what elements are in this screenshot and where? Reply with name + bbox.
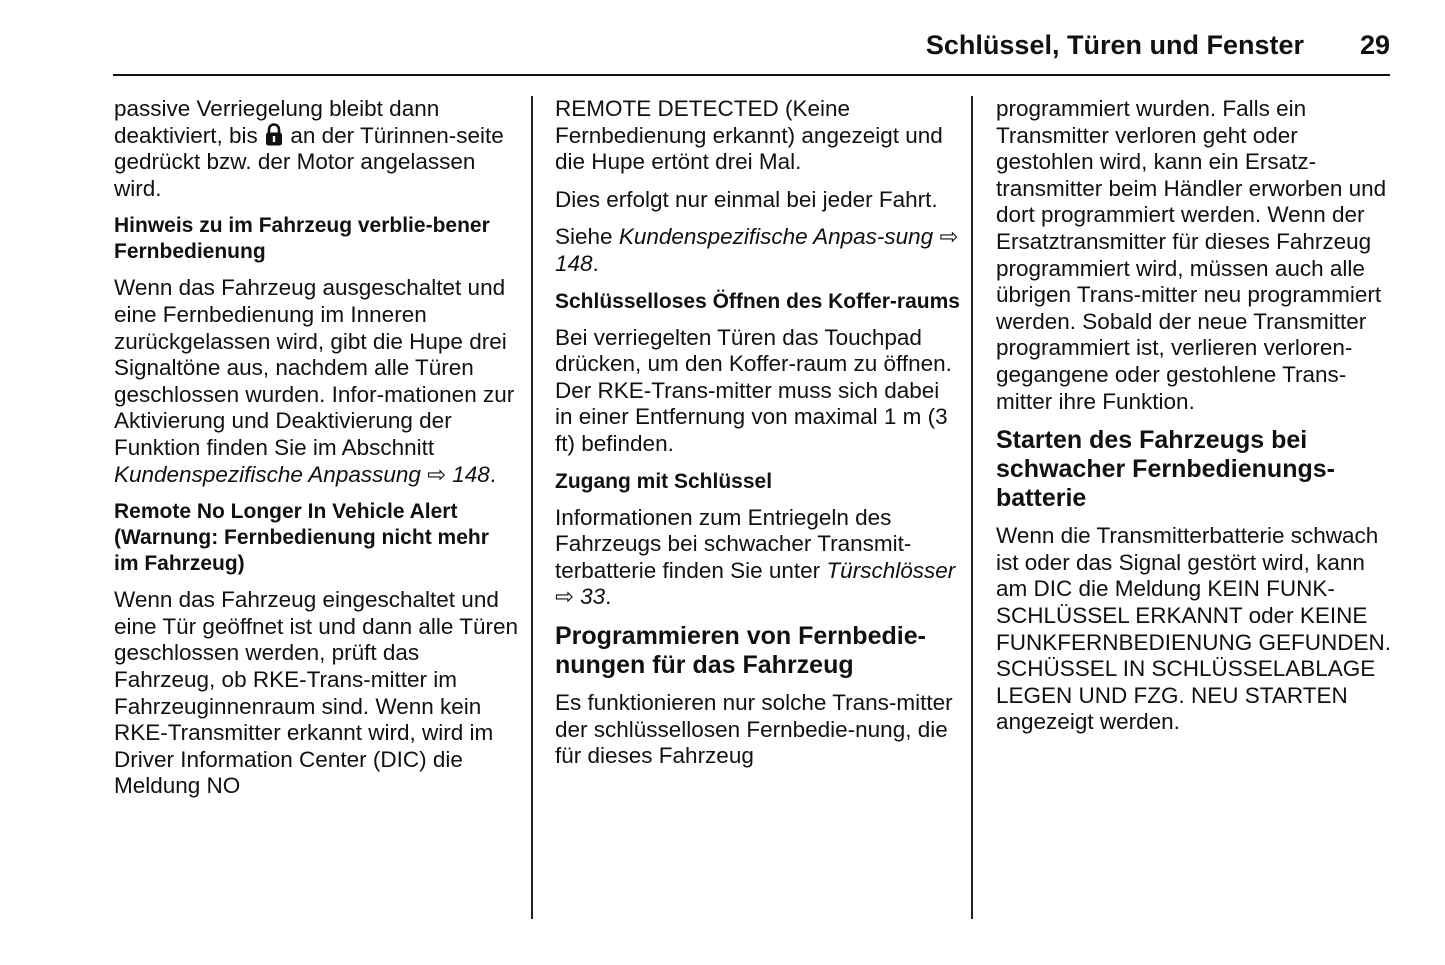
column-1	[114, 96, 519, 811]
section-heading: Starten des Fahrzeugs bei schwacher Fernbedienungs-batterie	[996, 426, 1335, 513]
column-3	[996, 96, 1396, 747]
paragraph: Wenn die Transmitterbatterie schwach ist oder das Signal gestört wird, kann am DIC die Meldung KEIN FUNK-SCHLÜSSEL ERKANNT oder KEINE FUNKFERNBEDIENUNG GEFUNDEN. SCHÜSSEL IN SCHLÜSSELABLAGE LEGEN UND FZG. NEU STARTEN angezeigt werden.	[996, 523, 1392, 735]
paragraph: Informationen zum Entriegeln des Fahrzeugs bei schwacher Transmit-terbatterie finden Sie unter Türschlösser ⇨ 33.	[555, 504, 956, 610]
column-divider	[971, 96, 973, 919]
paragraph: passive Verriegelung bleibt dann deaktiviert, bis an der Türinnen-seite gedrückt bzw. der Motor angelassen wird.	[114, 96, 504, 201]
paragraph: Dies erfolgt nur einmal bei jeder Fahrt.	[555, 186, 938, 212]
paragraph: Bei verriegelten Türen das Touchpad drücken, um den Koffer-raum zu öffnen. Der RKE-Trans-mitter muss sich dabei in einer Entfernung von maximal 1 m (3 ft) befinden.	[555, 324, 952, 456]
page-number: 29	[1359, 30, 1390, 60]
subheading: Remote No Longer In Vehicle Alert (Warnung: Fernbedienung nicht mehr im Fahrzeug)	[114, 500, 489, 576]
paragraph: Es funktionieren nur solche Trans-mitter der schlüssellosen Fernbedie-nung, die für dieses Fahrzeug	[555, 689, 953, 769]
cross-reference[interactable]: Kundenspezifische Anpassung ⇨ 148	[114, 461, 490, 487]
cross-reference[interactable]: Türschlösser ⇨ 33	[555, 557, 956, 610]
column-2	[555, 96, 960, 781]
section-heading: Programmieren von Fernbedie-nungen für das Fahrzeug	[555, 621, 926, 679]
paragraph: Wenn das Fahrzeug ausgeschaltet und eine Fernbedienung im Inneren zurückgelassen wird, gibt die Hupe drei Signaltöne aus, nachdem alle Türen geschlossen wurden. Infor-mationen zur Aktivierung und Deaktivierung der Funktion finden Sie im Abschnitt Kundenspezifische Anpassung ⇨ 148.	[114, 275, 515, 487]
lock-icon	[265, 123, 283, 146]
cross-reference[interactable]: Kundenspezifische Anpas-sung ⇨ 148	[555, 224, 959, 276]
paragraph: Wenn das Fahrzeug eingeschaltet und eine Tür geöffnet ist und dann alle Türen geschlossen werden, prüft das Fahrzeug, ob RKE-Trans-mitter im Fahrzeuginnenraum sind. Wenn kein RKE-Transmitter erkannt wird, wird im Driver Information Center (DIC) die Meldung NO	[114, 587, 519, 799]
paragraph: Siehe Kundenspezifische Anpas-sung ⇨ 148.	[555, 224, 959, 276]
paragraph: REMOTE DETECTED (Keine Fernbedienung erkannt) angezeigt und die Hupe ertönt drei Mal.	[555, 96, 943, 175]
page-header	[113, 28, 1390, 76]
subheading: Hinweis zu im Fahrzeug verblie-bener Fernbedienung	[114, 214, 490, 264]
paragraph: programmiert wurden. Falls ein Transmitter verloren geht oder gestohlen wird, kann ein Ersatz-transmitter beim Händler erworben und dort programmiert werden. Wenn der Ersatztransmitter für dieses Fahrzeug programmiert wird, müssen auch alle übrigen Trans-mitter neu programmiert werden. Sobald der neue Transmitter programmiert ist, verlieren verloren-gegangene oder gestohlene Trans-mitter ihre Funktion.	[996, 96, 1387, 414]
subheading: Schlüsselloses Öffnen des Koffer-raums	[555, 289, 960, 313]
column-divider	[531, 96, 533, 919]
subheading: Zugang mit Schlüssel	[555, 469, 773, 493]
chapter-title: Schlüssel, Türen und Fenster	[925, 30, 1304, 60]
